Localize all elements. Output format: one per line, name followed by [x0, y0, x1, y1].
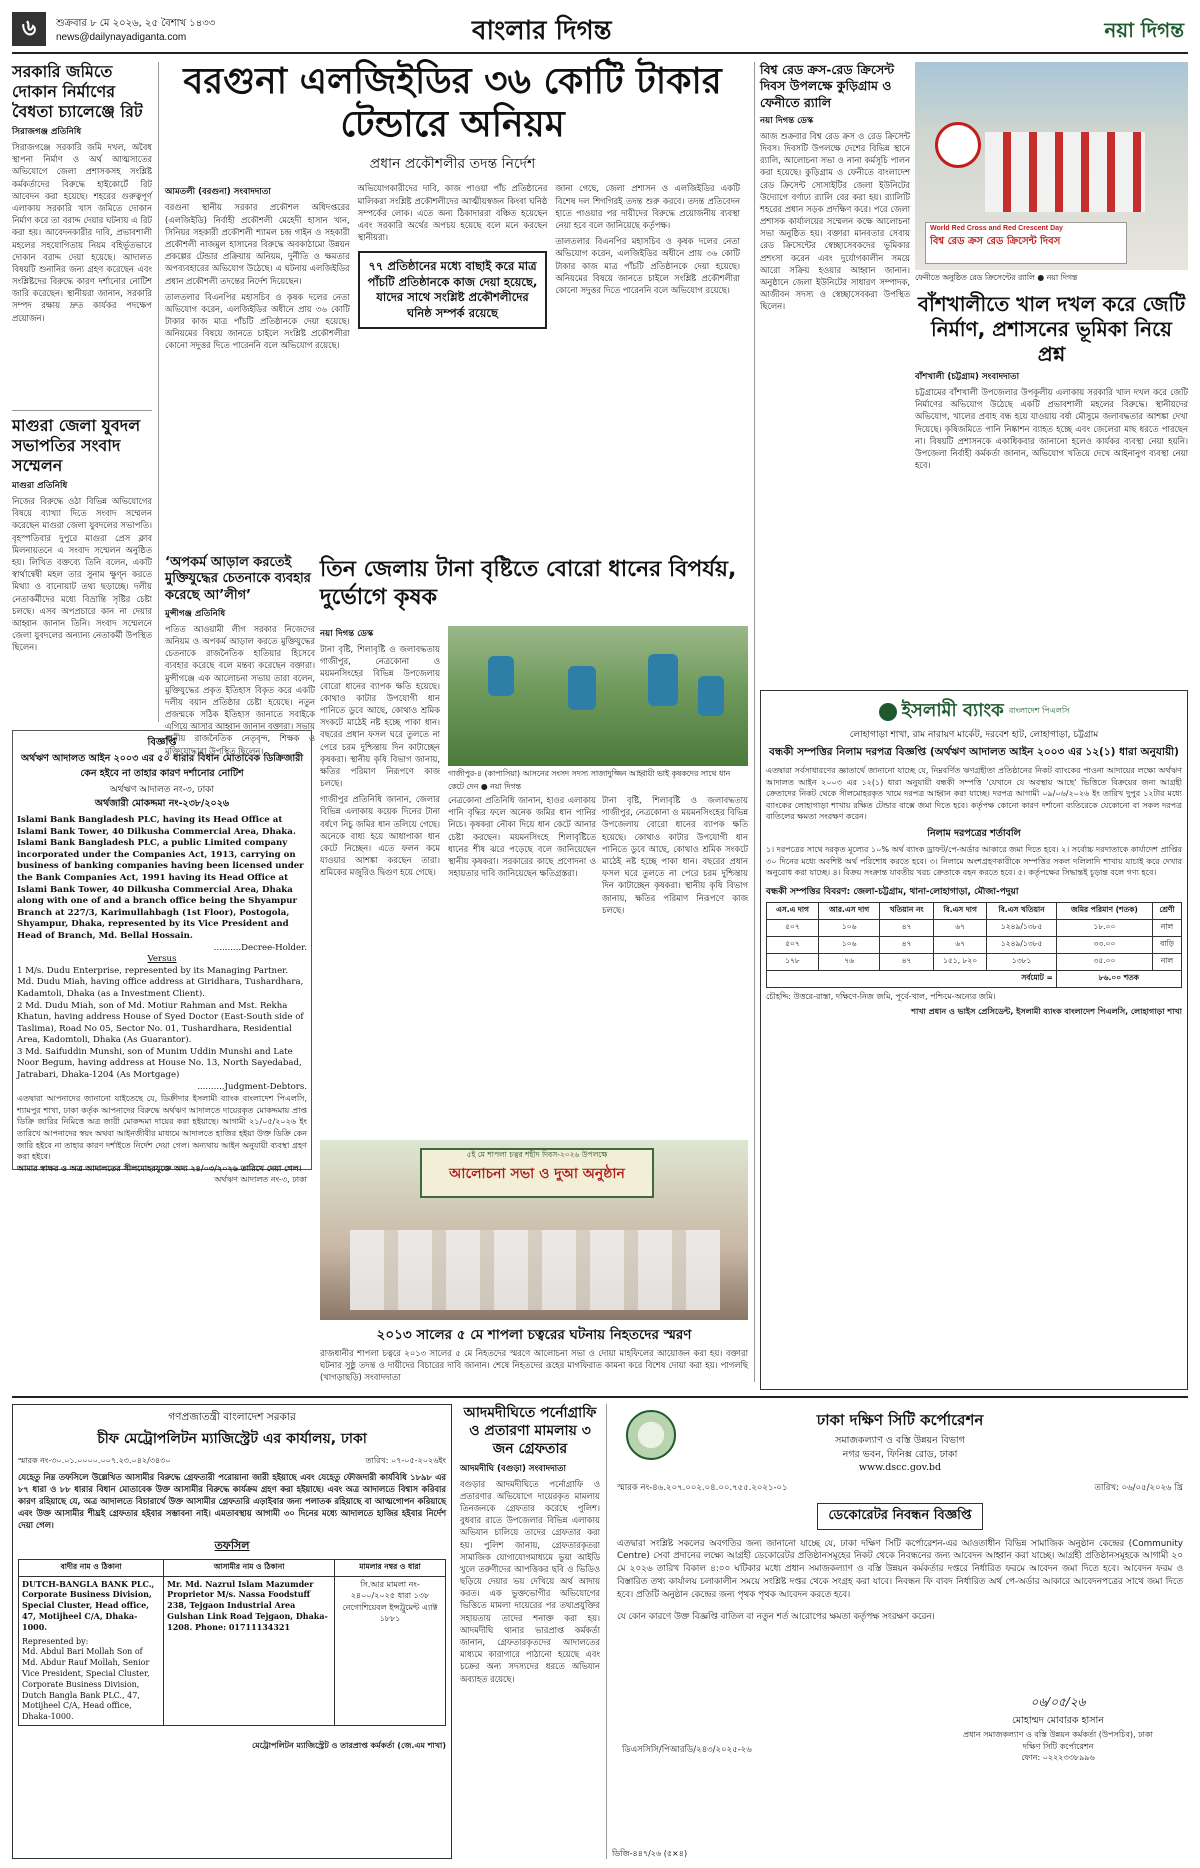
lead-body-1: বরগুনা স্থানীয় সরকার প্রকৌশল অধিদপ্তরের (এলজিইডি) নির্বাহী প্রকৌশলী মেহেদী হাসান খান, সিনিয়র সহকারী প্রকৌশলী শ্যামল চন্দ্র গাইন ও সহকারী প্রকৌশলী নাজমুল হাসানের বিরুদ্ধে অবকাঠামো উন্নয়ন প্রকল্পের টেন্ডার প্রক্রিয়ায় অনিয়ম, দুর্নীতি ও ক্ষমতার অপব্যবহারের অভিযোগ উঠেছে। এ ঘটনায় এলজিইডির প্রধান প্রকৌশলী তদন্তের নির্দেশ দিয়েছেন।: [165, 202, 350, 286]
table-header: খতিয়ান নং: [880, 902, 934, 919]
story-body-1: টানা বৃষ্টি, শিলাবৃষ্টি ও জলাবদ্ধতায় গাজীপুর, নেত্রকোনা ও ময়মনসিংহের বিভিন্ন উপজেলায় বোরো ধানের ব্যাপক ক্ষতি হয়েছে। কোথাও কাটার উপযোগী ধান পানিতে ডুবে আছে, কোথাও শ্রমিক সংকটে মাঠেই নষ্ট হচ্ছে পাকা ধান। বছরের প্রধান ফসল ঘরে তুলতে না পেরে চরম দুশ্চিন্তায় দিন কাটাচ্ছেন কৃষকরা। স্থানীয় কৃষি বিভাগ জানায়, ক্ষতির পরিমাণ নিরূপণে কাজ চলছে।: [320, 644, 440, 789]
table-total-row: সর্বমোট = ৮৬.০০ শতক: [767, 970, 1182, 987]
story-byline: নয়া দিগন্ত ডেস্ক: [320, 629, 374, 639]
court-notice-top: বিজ্ঞপ্তি: [147, 737, 177, 748]
pagla-banner: [420, 1148, 654, 1198]
page-number: ৬: [12, 12, 46, 46]
lead-pullquote: ৭৭ প্রতিষ্ঠানের মধ্যে বাছাই করে মাত্র পাঁচটি প্রতিষ্ঠানকে কাজ দেয়া হয়েছে, যাদের সাথে সংশ্লিষ্ট প্রকৌশলীদের ঘনিষ্ঠ সম্পর্ক রয়েছে: [358, 251, 548, 329]
table-row: ৫০৭ ১০৬ ৪৭ ৬৭ ১২৪৯/১৩৮৫ ১৮.০০ নাল: [767, 919, 1182, 936]
rally-banner-bn: বিশ্ব রেড ক্রস রেড ক্রিসেন্ট দিবস: [930, 236, 1061, 247]
story-byline: নয়া দিগন্ত ডেস্ক: [760, 115, 814, 126]
lead-body-3: অভিযোগকারীদের দাবি, কাজ পাওয়া পাঁচ প্রতিষ্ঠানের মালিকরা সংশ্লিষ্ট প্রকৌশলীদের আত্মীয়স্বজন কিংবা ঘনিষ্ঠ সম্পর্কের লোক। এতে অন্য ঠিকাদাররা বঞ্চিত হয়েছেন এবং সরকারি অর্থের অপচয় হয়েছে বলে মনে করছেন স্থানীয়রা।: [357, 183, 548, 243]
page-header: [12, 8, 1188, 54]
bank-branch: লোহাগাড়া শাখা, রাম নারায়ণ মার্কেট, দরবেশ হাট, লোহাগাড়া, চট্টগ্রাম: [849, 730, 1099, 740]
pagla-photo: [320, 1140, 748, 1320]
story-byline: মাগুরা প্রতিনিধি: [12, 481, 68, 491]
cmm-memo: স্মারক নং-৩০.০১.০০০০.০০৭.২৩.০৪২/৩৪৩০: [18, 1456, 171, 1465]
table-header: বি.এস খতিয়ান: [987, 902, 1056, 919]
dscc-web: www.dscc.gov.bd: [858, 1461, 942, 1473]
story-byline: আদমদীঘি (বগুড়া) সংবাদদাতা: [460, 1463, 567, 1474]
court-notice-bank: Islami Bank Bangladesh PLC, having its Head Office at Islami Bank Tower, 40 Dilkusha Commercial Area, Dhaka. Islami Bank Bangladesh PLC, a public Limited company incorporated under the Companies Act, 1913, carrying on business of banking companies having been licensed under the Bank Companies Act, 1991 having its Head Office at Islami Bank Tower, 40 Dilkusha Commercial Area, Dhaka along with one of and a branch office being the Shyampur Branch at 227/3, Karimullahbagh (1st Floor), Postogola, Shyampur, Dhaka, represented by its Vice President and Head of Branch, Md. Bellal Hossain.: [17, 815, 304, 941]
rain-photo-caption: গাজীপুর-৪ (কাপাসিয়া) আসনের সংসদ সদস্য সাজাদুজ্জিন আহ্বায়ী ভাই কৃষকদের সাথে ধান কেটে দেন ● নয়া দিগন্ত: [448, 769, 731, 791]
dscc-sig-date: ০৬/০৫/২৬: [1030, 1695, 1086, 1709]
bank-logo-text: ইসলামী ব্যাংক: [901, 700, 1004, 721]
story-body-3: নেত্রকোনা প্রতিনিধি জানান, হাওর এলাকায় পানি বৃদ্ধির ফলে অনেক জমির ধান পানির নিচে। কৃষকরা নৌকা দিয়ে ধান কেটে আনার চেষ্টা করছেন। ময়মনসিংহে শিলাবৃষ্টিতে ধানের শীষ ঝরে পড়েছে বলে জানিয়েছেন স্থানীয় কৃষকরা। সরকারের কাছে প্রণোদনা ও সহায়তার দাবি জানিয়েছেন ক্ষতিগ্রস্তরা।: [448, 795, 596, 879]
story-body: নিজের বিরুদ্ধে ওঠা বিভিন্ন অভিযোগের বিষয়ে ব্যাখ্যা দিতে সংবাদ সম্মেলন করেছেন মাগুরা জেলা যুবদলের সভাপতি। বৃহস্পতিবার দুপুরে মাগুরা প্রেস ক্লাব মিলনায়তনে এ সংবাদ সম্মেলন অনুষ্ঠিত হয়। লিখিত বক্তব্যে তিনি বলেন, একটি স্বার্থান্বেষী মহল তার সুনাম ক্ষুণ্ন করতে মিথ্যা ও বানোয়াট তথ্য ছড়াচ্ছে। দলীয় নেতাকর্মীদের মধ্যে বিভ্রান্তি সৃষ্টির চেষ্টা চলছে। এসব অপপ্রচারে কান না দেয়ার আহ্বান জানান তিনি। সংবাদ সম্মেলনে জেলা যুবদলের অন্যান্য নেতাকর্মী উপস্থিত ছিলেন।: [12, 496, 152, 653]
dscc-ref: ডিএসসিসি/পিআরডি/২৪৩/২০২৫-২৬: [622, 1745, 752, 1755]
table-header: জমির পরিমাণ (শতক): [1056, 902, 1152, 919]
court-notice-party-2: 2 Md. Dudu Miah, son of Md. Motiur Rahman and Mst. Rekha Khatun, having address House of Syed Doctor (East-South side of Taslima), Road No 05, Sector No. 01, Tushardhara, Residential Area, Kadomtoli, Dhaka (As Guarantor).: [17, 1000, 304, 1046]
table-header: শ্রেণী: [1153, 902, 1182, 919]
story-body: সিরাজগঞ্জে সরকারি জমি দখল, অবৈধ স্থাপনা নির্মাণ ও অর্থ আত্মসাতের অভিযোগে জেলা প্রশাসকসহ সংশ্লিষ্ট কর্মকর্তাদের বিরুদ্ধে হাইকোর্টে রিট আবেদন করা হয়েছে। শহরের গুরুত্বপূর্ণ এলাকায় সরকারি খাস জমিতে দোকান নির্মাণ করে তা বরাদ্দ দেয়ার ঘটনায় এ রিট করা হয়। আবেদনকারীর দাবি, প্রভাবশালী মহলের সহযোগিতায় নিয়ম বহির্ভূতভাবে দোকান বরাদ্দ দেয়া হয়েছে। আদালত বিষয়টি শুনানির জন্য গ্রহণ করেছেন এবং সংশ্লিষ্টদের বিরুদ্ধে কারণ দর্শানোর নোটিশ জারি করেছেন। স্থানীয়রা জানান, সরকারি সম্পদ রক্ষায় দ্রুত কার্যকর পদক্ষেপ প্রয়োজন।: [12, 142, 152, 323]
cmm-sign: মেট্রোপলিটন ম্যাজিস্ট্রেট ও তারপ্রাপ্ত কর্মকর্তা (জে.এম শাখা): [252, 1741, 446, 1751]
table-row: DUTCH-BANGLA BANK PLC., Corporate Business Division, Special Cluster, Head office, 47, Motijheel C/A, Dhaka-1000. Represented by: Md. Abdul Bari Mollah Son of Md. Abdur Rauf Mollah, Senior Vice President, Special Cluster, Corporate Business Division, Dutch Bangla Bank PLC., 47, Motijheel C/A, Head office, Dhaka-1000. Mr. Md. Nazrul Islam Mazumder Proprietor M/s. Nassa Foodstuff 238, Tejgaon Industrial Area Gulshan Link Road Tejgaon, Dhaka-1208. Phone: 01711134321 সি.আর মামলা নং- ২৪০০/২০২৫ ধারা ১৩৮ নেগোশিয়েবল ইন্সট্রুমেন্ট এ্যাক্ট ১৮৮১: [19, 1576, 446, 1725]
dscc-seal-icon: [626, 1410, 676, 1460]
story-headline: আদমদীঘিতে পর্নোগ্রাফি ও প্রতারণা মামলায় ৩ জন গ্রেফতার: [463, 1405, 597, 1458]
dscc-title: ডেকোরেটর নিবন্ধন বিজ্ঞপ্তি: [817, 1503, 982, 1530]
bank-terms: ১। দরপত্রের সাথে দরকৃত মূল্যের ১০% অর্থ ব্যাংক ড্রাফট/পে-অর্ডার আকারে জমা দিতে হবে। ২। সর্বোচ্চ দরদাতাকে কার্যাদেশ প্রাপ্তির ৩০ দিনের মধ্যে অবশিষ্ট অর্থ পরিশোধ করতে হবে। ৩। নিলামে অংশগ্রহণকারীকে সম্পত্তির সকল দলিলাদি শাখায় যাচাই করে দেখার অনুরোধ করা যাচ্ছে। ৪। বিক্রয় সংক্রান্ত যাবতীয় খরচ ক্রেতাকে বহন করতে হবে। ৫। কর্তৃপক্ষের সিদ্ধান্তই চূড়ান্ত বলে গণ্য হবে।: [766, 844, 1182, 878]
bank-table-title: বন্ধকী সম্পত্তির বিবরণ: জেলা-চট্টগ্রাম, থানা-লোহাগাড়া, মৌজা-পদুয়া: [766, 886, 1019, 897]
table-header: আসামীর নাম ও ঠিকানা: [164, 1559, 335, 1576]
story-body: আজ শুক্রবার বিশ্ব রেড ক্রস ও রেড ক্রিসেন্ট দিবস। দিবসটি উপলক্ষে দেশের বিভিন্ন স্থানে র‍্যালি, আলোচনা সভা ও নানা কর্মসূচি পালন করা হয়েছে। কুড়িগ্রাম ও ফেনীতে বাংলাদেশ রেড ক্রিসেন্ট সোসাইটির জেলা ইউনিটের উদ্যোগে বর্ণাঢ্য র‍্যালি বের করা হয়। র‍্যালিটি শহরের প্রধান সড়ক প্রদক্ষিণ করে। পরে জেলা প্রশাসক কার্যালয়ের সম্মেলন কক্ষে আলোচনা সভা অনুষ্ঠিত হয়। বক্তারা মানবতার সেবায় রেড ক্রিসেন্টের স্বেচ্ছাসেবকদের ভূমিকার প্রশংসা করেন এবং দুর্যোগকালীন সময়ে আরো সক্রিয় হওয়ার আহ্বান জানান। অনুষ্ঠানে জেলা ইউনিটের সাধারণ সম্পাদক, আজীবন সদস্য ও স্বেচ্ছাসেবকরা উপস্থিত ছিলেন।: [760, 130, 910, 312]
court-notice-footer: আমার স্বাক্ষর ও অত্র আদালতের সীলমোহরযুক্তে অদ্য ২৪/০৩/২০২৬ তারিখে দেয়া গেল।: [17, 1163, 302, 1173]
court-notice-versus: Versus: [147, 954, 177, 965]
rally-banner: [925, 222, 1127, 264]
court-notice-party-1: 1 M/s. Dudu Enterprise, represented by its Managing Partner. Md. Dudu Miah, having office address at Giridhara, Tushardhara, Kadamtoli, Dhaka (as a Investment Client).: [17, 965, 304, 999]
story-byline: সিরাজগঞ্জ প্রতিনিধি: [12, 127, 82, 137]
dscc-sig-phone: ফোন: ০২২২৩৩৮৯৯৬: [1021, 1753, 1095, 1763]
rain-story-body-c: [602, 794, 748, 1134]
lead-headline: বরগুনা এলজিইডির ৩৬ কোটি টাকার টেন্ডারে অনিয়ম: [183, 61, 722, 146]
cmm-office: চীফ মেট্রোপলিটন ম্যাজিস্ট্রেট এর কার্যালয়, ঢাকা: [97, 1431, 367, 1447]
story-headline: ‘অপকর্ম আড়াল করতেই মুক্তিযুদ্ধের চেতনাকে ব্যবহার করেছে আ’লীগ’: [165, 555, 311, 603]
story-banshkhali: [915, 292, 1188, 562]
dscc-sig-name: মোহাম্মদ মোবারক হাসান: [1012, 1715, 1104, 1726]
table-header: এস.এ দাগ: [767, 902, 819, 919]
bank-notice-title: বন্ধকী সম্পত্তির নিলাম দরপত্র বিজ্ঞপ্তি (অর্থঋণ আদালত আইন ২০০৩ এর ১২(১) ধারা অনুযায়ী): [769, 746, 1179, 758]
lead-body-1-cont: তালতলার বিএনপির মহাসচিব ও কৃষক দলের নেতা অভিযোগ করেন, এলজিইডির অধীনে প্রায় ৩৬ কোটি টাকার কাজ মাত্র পাঁচটি প্রতিষ্ঠানকে দেয়া হয়েছে। অনিয়মের বিষয়ে জানতে চাইলে সংশ্লিষ্ট প্রকৌশলীরা কোনো সদুত্তর দিতে পারেননি বলে অভিযোগ রয়েছে।: [555, 236, 740, 295]
bank-notice: [760, 690, 1188, 1390]
date-line: শুক্রবার ৮ মে ২০২৬, ২৫ বৈশাখ ১৪৩৩: [56, 18, 216, 29]
dscc-org: ঢাকা দক্ষিণ সিটি কর্পোরেশন: [816, 1411, 984, 1429]
cmm-date: তারিখ: ০৭-০৫-২০২৬ইং: [365, 1456, 446, 1465]
pagla-story: [320, 1324, 748, 1388]
story-body: চট্টগ্রামের বাঁশখালী উপজেলার উপকূলীয় এলাকায় সরকারি খাল দখল করে জেটি নির্মাণের অভিযোগ উঠেছে একটি প্রভাবশালী মহলের বিরুদ্ধে। স্থানীয়দের অভিযোগ, খালের প্রবাহ বন্ধ হয়ে যাওয়ায় বর্ষা মৌসুমে জলাবদ্ধতার আশঙ্কা দেখা দিয়েছে। কৃষিজমিতে পানি নিষ্কাশন ব্যাহত হচ্ছে এবং জেলেরা মাছ ধরতে পারছেন না। বিষয়টি প্রশাসনকে একাধিকবার জানানো হলেও কার্যকর ব্যবস্থা নেয়া হয়নি। উপজেলা নির্বাহী কর্মকর্তা জানান, অভিযোগ খতিয়ে দেখে আইনানুগ ব্যবস্থা নেয়া হবে।: [915, 387, 1188, 471]
rally-banner-en: World Red Cross and Red Crescent Day: [930, 225, 1063, 232]
brand-logo: নয়া দিগন্ত: [1104, 18, 1184, 42]
court-notice-role-2: ..........Judgment-Debtors.: [197, 1081, 307, 1092]
table-header: বি.এস দাগ: [933, 902, 986, 919]
court-notice-sign: অর্থঋণ আদালত নং-৩, ঢাকা: [214, 1175, 307, 1185]
dscc-dept: সমাজকল্যাণ ও বস্তি উন্নয়ন বিভাগ: [835, 1435, 965, 1446]
court-notice-court: অর্থঋণ আদালত নং-৩, ঢাকা: [109, 785, 215, 795]
story-headline: বিশ্ব রেড ক্রস-রেড ক্রিসেন্ট দিবস উপলক্ষে কুড়িগ্রাম ও ফেনীতে র‍্যালি: [760, 62, 895, 110]
bank-terms-title: নিলাম দরপত্রের শর্তাবলি: [927, 827, 1021, 839]
section-title: বাংলার দিগন্ত: [472, 16, 612, 46]
pagla-banner-top: ৫ই মে শাপলা চত্বর শহীদ দিবস-২০২৬ উপলক্ষে: [466, 1150, 608, 1159]
cmm-notice: [12, 1404, 452, 1859]
court-notice: [12, 730, 312, 1185]
rain-story-body-b: [448, 794, 596, 1134]
court-notice-party-3: 3 Md. Saifuddin Munshi, son of Munim Uddin Munshi and Late Noor Begum, having address at House No. 13, North Sayedabad, Jatrabari, Dhaka-1204 (As Mortgage): [17, 1046, 302, 1081]
story-left-magura: [12, 416, 152, 726]
bank-logo-icon: [879, 703, 897, 721]
court-notice-title: অর্থঋণ আদালত আইন ২০০৩ এর ৫০ ধারার বিধান মোতাবেক ডিক্রিজারী কেন হইবে না তাহার কারণ দর্শানোর নোটিশ: [20, 753, 304, 779]
story-body: রাজধানীর শাপলা চত্বরে ২০১৩ সালের ৫ মে নিহতদের স্মরণে আলোচনা সভা ও দোয়া মাহফিলের আয়োজন করা হয়। বক্তারা ঘটনার সুষ্ঠু তদন্ত ও দায়ীদের বিচারের দাবি জানান। শেষে নিহতদের রূহের মাগফিরাত কামনা করে বিশেষ দোয়া করা হয়। পাগলছি (খাগড়াছড়ি) সংবাদদাতা: [320, 1348, 748, 1383]
story-adamdighi: [460, 1404, 600, 1859]
story-rain: [320, 556, 750, 620]
rally-caption: ফেনীতে অনুষ্ঠিত রেড ক্রিসেন্টের র‍্যালি ● নয়া দিগন্ত: [915, 273, 1078, 282]
dscc-memo: স্মারক নং-৪৬.২০৭.০০২.০৪.০০.৭৫৫.২০২১-০১: [617, 1483, 788, 1494]
court-notice-body: এতদ্বারা আপনাদের জানানো যাইতেছে যে, ডিক্রীদার ইসলামী ব্যাংক বাংলাদেশ পিএলসি, শ্যামপুর শাখা, ঢাকা কর্তৃক আপনাদের বিরুদ্ধে অর্থঋণ আদালতে দায়েরকৃত মোকদ্দমায় প্রাপ্ত ডিক্রি জারির নিমিত্তে অত্র জারী মোকদ্দমা দায়ের করা হইয়াছে। আগামী ২১/০৫/২০২৬ ইং তারিখে আপনাদের স্বয়ং অথবা আইনজীবীর মাধ্যমে আদালতে হাজির হইয়া উক্ত ডিক্রি কেন জারি হইবে না তাহার কারণ দর্শাইতে নির্দেশ দেয়া গেল। অন্যথায় আইন অনুযায়ী ব্যবস্থা গ্রহণ করা হইবে।: [17, 1094, 307, 1162]
cmm-schedule-title: তফসিল: [214, 1538, 250, 1552]
story-headline: সরকারি জমিতে দোকান নির্মাণের বৈধতা চ্যালেঞ্জে রিট: [12, 62, 143, 121]
story-byline: বাঁশখালী (চট্টগ্রাম) সংবাদদাতা: [915, 372, 1020, 382]
property-table: [766, 902, 1182, 988]
table-row: ৫০৭ ১০৬ ৪৭ ৬৭ ১২৪৯/১৩৮৫ ৩৩.০০ বাড়ি: [767, 936, 1182, 953]
lead-body-4: জানা গেছে, জেলা প্রশাসন ও এলজিইডির একটি বিশেষ দল শিগগিরই তদন্ত শুরু করবে। তদন্ত প্রতিবেদন হাতে পাওয়ার পর দায়ীদের বিরুদ্ধে প্রয়োজনীয় ব্যবস্থা নেয়া হবে বলে জানিয়েছে কর্তৃপক্ষ।: [555, 183, 740, 230]
story-muktijuddho: [165, 555, 315, 756]
table-header: মামলার নম্বর ও ধারা: [334, 1559, 445, 1576]
dscc-address: নগর ভবন, ফিনিক্স রোড, ঢাকা: [842, 1448, 958, 1460]
dscc-body: এতদ্বারা সংশ্লিষ্ট সকলের অবগতির জন্য জানানো যাচ্ছে যে, ঢাকা দক্ষিণ সিটি কর্পোরেশন-এর আওতাধীন বিভিন্ন সামাজিক অনুষ্ঠান কেন্দ্রের (Community Centre) সেবা প্রদানের লক্ষ্যে আগ্রহী ডেকোরেটর প্রতিষ্ঠানসমূহের নিকট থেকে নিবন্ধনের জন্য আবেদন আহ্বান করা যাচ্ছে। আগ্রহী প্রতিষ্ঠানসমূহকে আগামী ২০ মে ২০২৬ তারিখ বিকাল ৪:০০ ঘটিকার মধ্যে প্রধান সমাজকল্যাণ ও বস্তি উন্নয়ন কর্মকর্তার দপ্তরে নির্ধারিত ফরমে আবেদন জমা দিতে হবে। আবেদন ফরম ও বিস্তারিত তথ্য কার্যালয় চলাকালীন সময়ে সংশ্লিষ্ট দপ্তর থেকে সংগ্রহ করা যাবে। নিবন্ধন ফি বাবদ নির্ধারিত অর্থ পে-অর্ডার আকারে আবেদনপত্রের সাথে জমা দিতে হবে। প্রতিটি অনুষ্ঠান কেন্দ্রের জন্য পৃথক পৃথক আবেদন করতে হবে।: [617, 1538, 1183, 1600]
cmm-body: যেহেতু নিম্ন তফসিলে উল্লেখিত আসামীর বিরুদ্ধে গ্রেফতারী পরোয়ানা জারী হইয়াছে এবং যেহেতু ফৌজদারী কার্যবিধি ১৮৯৮ এর ৮৭ ধারা ও ৮৮ ধারার বিধান মোতাবেক উক্ত আসামীর বিরুদ্ধে কার্যক্রম গ্রহণ করা হইয়াছে। এবং অত্র আদালতে বিশ্বাস করিবার কারণ রহিয়াছে যে, অত্র আদালতে বিচারার্থে উক্ত আসামীর গ্রেফতারি এড়াইবার জন্য পলাতক রহিয়াছে বা আত্মগোপন করিয়াছে এবং উক্ত আসামীর শীঘ্রই গ্রেফতার হইবার সম্ভাবনা নাই। এমতাবস্থায় আগামী ৩০ দিনের মধ্যে আদালতে হাজির হইবার নির্দেশ দেয়া গেল।: [18, 1471, 446, 1530]
dscc-sig-title: প্রধান সমাজকল্যাণ ও বস্তি উন্নয়ন কর্মকর্তা (উপসচিব), ঢাকা দক্ষিণ সিটি কর্পোরেশন: [963, 1730, 1153, 1751]
lead-story: [165, 60, 740, 550]
story-headline: বাঁশখালীতে খাল দখল করে জেটি নির্মাণ, প্রশাসনের ভূমিকা নিয়ে প্রশ্ন: [917, 292, 1186, 366]
table-header: আর.এস দাগ: [818, 902, 879, 919]
story-headline: মাগুরা জেলা যুবদল সভাপতির সংবাদ সম্মেলন: [12, 416, 141, 475]
dscc-signature: [958, 1694, 1158, 1764]
story-body: বগুড়ার আদমদীঘিতে পর্নোগ্রাফি ও প্রতারণার অভিযোগে দায়েরকৃত মামলায় তিনজনকে গ্রেফতার করেছে পুলিশ। বুধবার রাতে উপজেলার বিভিন্ন এলাকায় অভিযান চালিয়ে তাদের গ্রেফতার করা হয়। পুলিশ জানায়, গ্রেফতারকৃতরা সামাজিক যোগাযোগমাধ্যমে ভুয়া আইডি খুলে তরুণীদের আপত্তিকর ছবি ও ভিডিও ছড়িয়ে দেয়ার ভয় দেখিয়ে অর্থ আদায় করত। এক ভুক্তভোগীর অভিযোগের ভিত্তিতে মামলা দায়েরের পর তথ্যপ্রযুক্তির সহায়তায় তাদের শনাক্ত করা হয়। আদমদীঘি থানার ভারপ্রাপ্ত কর্মকর্তা জানান, গ্রেফতারকৃতদের আদালতের মাধ্যমে কারাগারে পাঠানো হয়েছে এবং চক্রের অন্য সদস্যদের ধরতে অভিযান অব্যাহত রয়েছে।: [460, 1478, 600, 1684]
story-body: পতিত আওয়ামী লীগ সরকার নিজেদের অনিয়ম ও অপকর্ম আড়াল করতে মুক্তিযুদ্ধের চেতনাকে রাজনৈতিক হাতিয়ার হিসেবে ব্যবহার করেছে বলে মন্তব্য করেছেন বক্তারা। মুন্সীগঞ্জে এক আলোচনা সভায় তারা বলেন, মুক্তিযুদ্ধের প্রকৃত ইতিহাস বিকৃত করে একটি দলীয় বয়ান প্রতিষ্ঠার চেষ্টা হয়েছে। নতুন প্রজন্মকে সঠিক ইতিহাস জানাতে সবাইকে এগিয়ে আসার আহ্বান জানান বক্তারা। সভায় স্থানীয় রাজনৈতিক নেতৃবৃন্দ, শিক্ষক ও মুক্তিযোদ্ধারা উপস্থিত ছিলেন।: [165, 623, 315, 756]
table-row: ১৭৮ ৭৬ ৪৭ ১৫১, ৮২০ ১৩৮১ ৩৫.০০ নাল: [767, 953, 1182, 970]
court-notice-role: ..........Decree-Holder.: [213, 942, 307, 953]
bank-notice-body: এতদ্বারা সর্বসাধারণের জ্ঞাতার্থে জানানো যাচ্ছে যে, নিম্নবর্ণিত ঋণগ্রহীতা প্রতিষ্ঠানের নিকট ব্যাংকের পাওনা আদায়ের লক্ষ্যে অর্থঋণ আদালত আইন ২০০৩ এর ১২(১) ধারা অনুযায়ী বন্ধকী সম্পত্তি 'যেখানে যে অবস্থায় আছে' ভিত্তিতে বিক্রয়ের জন্য আগ্রহী ক্রেতাদের নিকট থেকে সীলমোহরকৃত খামে দরপত্র আহ্বান করা যাচ্ছে। দরপত্র আগামী ০৯/০৬/২০২৬ ইং তারিখ দুপুর ১২টার মধ্যে ব্যাংকের লোহাগাড়া শাখায় রক্ষিত টেন্ডার বাক্সে জমা দিতে হবে। কর্তৃপক্ষ কোনো কারণ দর্শানো ব্যতিরেকে যেকোনো বা সকল দরপত্র বাতিলের ক্ষমতা সংরক্ষণ করেন।: [766, 766, 1182, 822]
cmm-gov: গণপ্রজাতন্ত্রী বাংলাদেশ সরকার: [168, 1411, 296, 1423]
lead-byline: আমতলী (বরগুনা) সংবাদদাতা: [165, 187, 271, 198]
footer-code: ডিজি-৪৪৭/২৬ (৫×৪): [612, 1849, 688, 1858]
email: news@dailynayadiganta.com: [56, 32, 187, 43]
pagla-banner-main: আলোচনা সভা ও দুআ অনুষ্ঠান: [449, 1166, 625, 1182]
story-headline: ২০১৩ সালের ৫ মে শাপলা চত্বরের ঘটনায় নিহতদের স্মরণ: [376, 1327, 692, 1343]
story-body-2: গাজীপুর প্রতিনিধি জানান, জেলার বিভিন্ন এলাকায় কয়েক দিনের টানা বর্ষণে নিচু জমির ধান তলিয়ে গেছে। অনেকে বাধ্য হয়ে আধাপাকা ধান কেটে নিচ্ছেন। এতে ফলন কমে যাওয়ার আশঙ্কা করছেন তারা। শ্রমিকের মজুরিও দ্বিগুণ হয়ে গেছে।: [320, 794, 440, 878]
bank-boundary: চৌহদ্দি: উত্তরে-রাস্তা, দক্ষিণে-নিজ জমি, পূর্বে-খাল, পশ্চিমে-অন্যের জমি।: [766, 991, 996, 1001]
court-notice-case: অর্থজারী মোকদ্দমা নং-২৩৮/২০২৬: [94, 798, 230, 809]
cmm-schedule-table: [18, 1559, 446, 1726]
dscc-notice: [612, 1404, 1188, 1859]
story-left-writ: [12, 62, 152, 402]
story-body-4: টানা বৃষ্টি, শিলাবৃষ্টি ও জলাবদ্ধতায় গাজীপুর, নেত্রকোনা ও ময়মনসিংহের বিভিন্ন উপজেলায় বোরো ধানের ব্যাপক ক্ষতি হয়েছে। কোথাও কাটার উপযোগী ধান পানিতে ডুবে আছে, কোথাও শ্রমিক সংকটে মাঠেই নষ্ট হচ্ছে পাকা ধান। বছরের প্রধান ফসল ঘরে তুলতে না পেরে চরম দুশ্চিন্তায় দিন কাটাচ্ছেন কৃষকরা। স্থানীয় কৃষি বিভাগ জানায়, ক্ষতির পরিমাণ নিরূপণে কাজ চলছে।: [602, 795, 748, 915]
bank-logo-sub: বাংলাদেশ পিএলসি: [1008, 706, 1070, 715]
rally-photo: [915, 62, 1188, 270]
table-header: বাদীর নাম ও ঠিকানা: [19, 1559, 164, 1576]
story-red-crescent: [760, 62, 910, 562]
bank-sign: শাখা প্রধান ও ভাইস প্রেসিডেন্ট, ইসলামী ব্যাংক বাংলাদেশ পিএলসি, লোহাগাড়া শাখা: [911, 1007, 1182, 1017]
dscc-date: তারিখ: ০৬/০৫/২০২৬ খ্রি: [1094, 1483, 1183, 1494]
story-headline: তিন জেলায় টানা বৃষ্টিতে বোরো ধানের বিপর্যয়, দুর্ভোগে কৃষক: [320, 557, 737, 610]
lead-body-2: তালতলার বিএনপির মহাসচিব ও কৃষক দলের নেতা অভিযোগ করেন, এলজিইডির অধীনে প্রায় ৩৬ কোটি টাকার কাজ মাত্র পাঁচটি প্রতিষ্ঠানকে দেয়া হয়েছে। অনিয়মের বিষয়ে জানতে চাইলে সংশ্লিষ্ট প্রকৌশলীরা কোনো সদুত্তর দিতে পারেননি বলে অভিযোগ রয়েছে।: [165, 291, 350, 351]
dscc-note: যে কোন কারণে উক্ত বিজ্ঞপ্তি বাতিল বা নতুন শর্ত আরোপের ক্ষমতা কর্তৃপক্ষ সংরক্ষণ করেন।: [617, 1612, 935, 1623]
lead-subhead: প্রধান প্রকৌশলীর তদন্ত নির্দেশ: [369, 156, 536, 173]
story-byline: মুন্সীগঞ্জ প্রতিনিধি: [165, 608, 226, 619]
rain-photo: [448, 626, 748, 766]
rain-story-body: [320, 624, 440, 1184]
